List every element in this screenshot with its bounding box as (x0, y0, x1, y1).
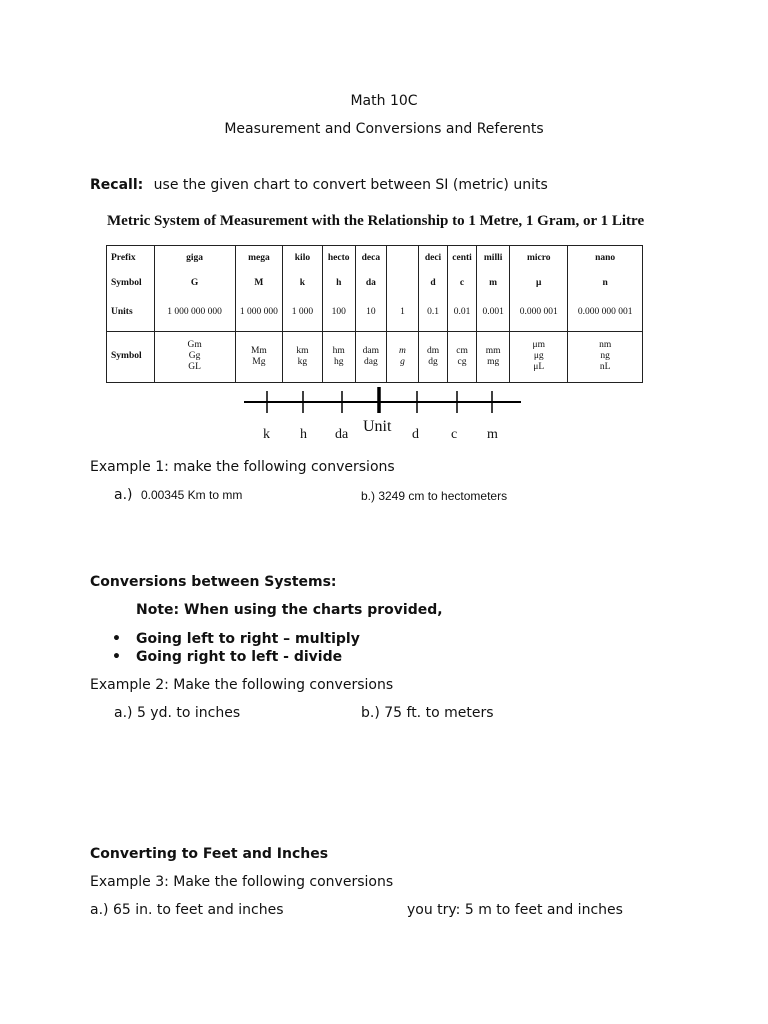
bullet-divide: Going right to left - divide (136, 649, 343, 665)
recall-line (90, 177, 548, 193)
metric-cell: 1 000 000 000 (154, 295, 235, 331)
metric-row-unit-symbols (107, 331, 643, 382)
metric-row-prefix (107, 246, 643, 272)
metric-row-symbol (107, 272, 643, 296)
metric-cell: m (477, 272, 510, 296)
example1-b: b.) 3249 cm to hectometers (361, 489, 508, 503)
metric-cell: mm mg (477, 331, 510, 382)
metric-cell: mega (235, 246, 283, 272)
metric-cell: micro (510, 246, 568, 272)
number-line-label: m (487, 427, 498, 442)
number-line-label: k (263, 427, 270, 442)
example3-heading: Example 3: Make the following conversions (90, 874, 394, 890)
metric-cell: m g (386, 331, 418, 382)
metric-cell: milli (477, 246, 510, 272)
recall-label: Recall: (90, 177, 144, 193)
metric-cell: 0.001 (477, 295, 510, 331)
systems-heading: Conversions between Systems: (90, 574, 337, 590)
metric-cell (386, 272, 418, 296)
metric-row-label: Units (107, 295, 155, 331)
number-line-label: d (412, 427, 419, 442)
example3-you-try: you try: 5 m to feet and inches (407, 902, 623, 918)
metric-cell: deci (419, 246, 448, 272)
metric-cell: hecto (322, 246, 355, 272)
metric-cell: 1 000 (283, 295, 322, 331)
metric-cell: 1 (386, 295, 418, 331)
metric-cell: M (235, 272, 283, 296)
example2-b: b.) 75 ft. to meters (361, 705, 494, 721)
example1-a-text: 0.00345 Km to mm (140, 488, 243, 502)
metric-cell: cm cg (448, 331, 477, 382)
metric-cell (386, 246, 418, 272)
metric-cell: 0.000 000 001 (568, 295, 643, 331)
page-subtitle: Measurement and Conversions and Referents (224, 121, 544, 137)
metric-cell: hm hg (322, 331, 355, 382)
bullet-item: • Going right to left - divide (112, 649, 343, 665)
metric-cell: Gm Gg GL (154, 331, 235, 382)
feet-heading: Converting to Feet and Inches (90, 846, 329, 862)
metric-cell: 10 (355, 295, 386, 331)
metric-cell: dm dg (419, 331, 448, 382)
example2-a: a.) 5 yd. to inches (114, 705, 241, 721)
metric-cell: c (448, 272, 477, 296)
example3-a: a.) 65 in. to feet and inches (90, 902, 284, 918)
metric-cell: centi (448, 246, 477, 272)
metric-cell: G (154, 272, 235, 296)
metric-cell: kilo (283, 246, 322, 272)
metric-cell: km kg (283, 331, 322, 382)
metric-cell: nm ng nL (568, 331, 643, 382)
metric-row-units (107, 295, 643, 331)
number-line-label: da (335, 427, 349, 442)
metric-cell: 0.01 (448, 295, 477, 331)
metric-cell: d (419, 272, 448, 296)
metric-table (106, 245, 643, 383)
bullet-multiply: Going left to right – multiply (136, 631, 360, 647)
metric-cell: dam dag (355, 331, 386, 382)
number-line-label: h (300, 427, 307, 442)
number-line-label: c (451, 427, 458, 442)
metric-cell: nano (568, 246, 643, 272)
metric-cell: Mm Mg (235, 331, 283, 382)
metric-cell: k (283, 272, 322, 296)
metric-cell: 0.1 (419, 295, 448, 331)
number-line-label: Unit (363, 418, 392, 435)
metric-cell: giga (154, 246, 235, 272)
example1-heading: Example 1: make the following conversions (90, 459, 395, 475)
bullet-item: • Going left to right – multiply (112, 631, 360, 647)
metric-cell: h (322, 272, 355, 296)
metric-row-label: Symbol (107, 331, 155, 382)
metric-row-label: Prefix (107, 246, 155, 272)
metric-cell: deca (355, 246, 386, 272)
metric-cell: 1 000 000 (235, 295, 283, 331)
metric-cell: da (355, 272, 386, 296)
metric-chart-title: Metric System of Measurement with the Relationship to 1 Metre, 1 Gram, or 1 Litre (107, 213, 645, 229)
recall-text: use the given chart to convert between SI (metric) units (153, 177, 548, 193)
example2-heading: Example 2: Make the following conversions (90, 677, 394, 693)
metric-cell: μ (510, 272, 568, 296)
example1-a-label: a.) (114, 487, 133, 503)
metric-cell: 100 (322, 295, 355, 331)
metric-cell: 0.000 001 (510, 295, 568, 331)
example1-a (114, 487, 242, 503)
metric-cell: μm μg μL (510, 331, 568, 382)
prefix-number-line (240, 383, 530, 417)
systems-note: Note: When using the charts provided, (136, 602, 443, 618)
metric-cell: n (568, 272, 643, 296)
course-title: Math 10C (350, 93, 418, 109)
metric-row-label: Symbol (107, 272, 155, 296)
